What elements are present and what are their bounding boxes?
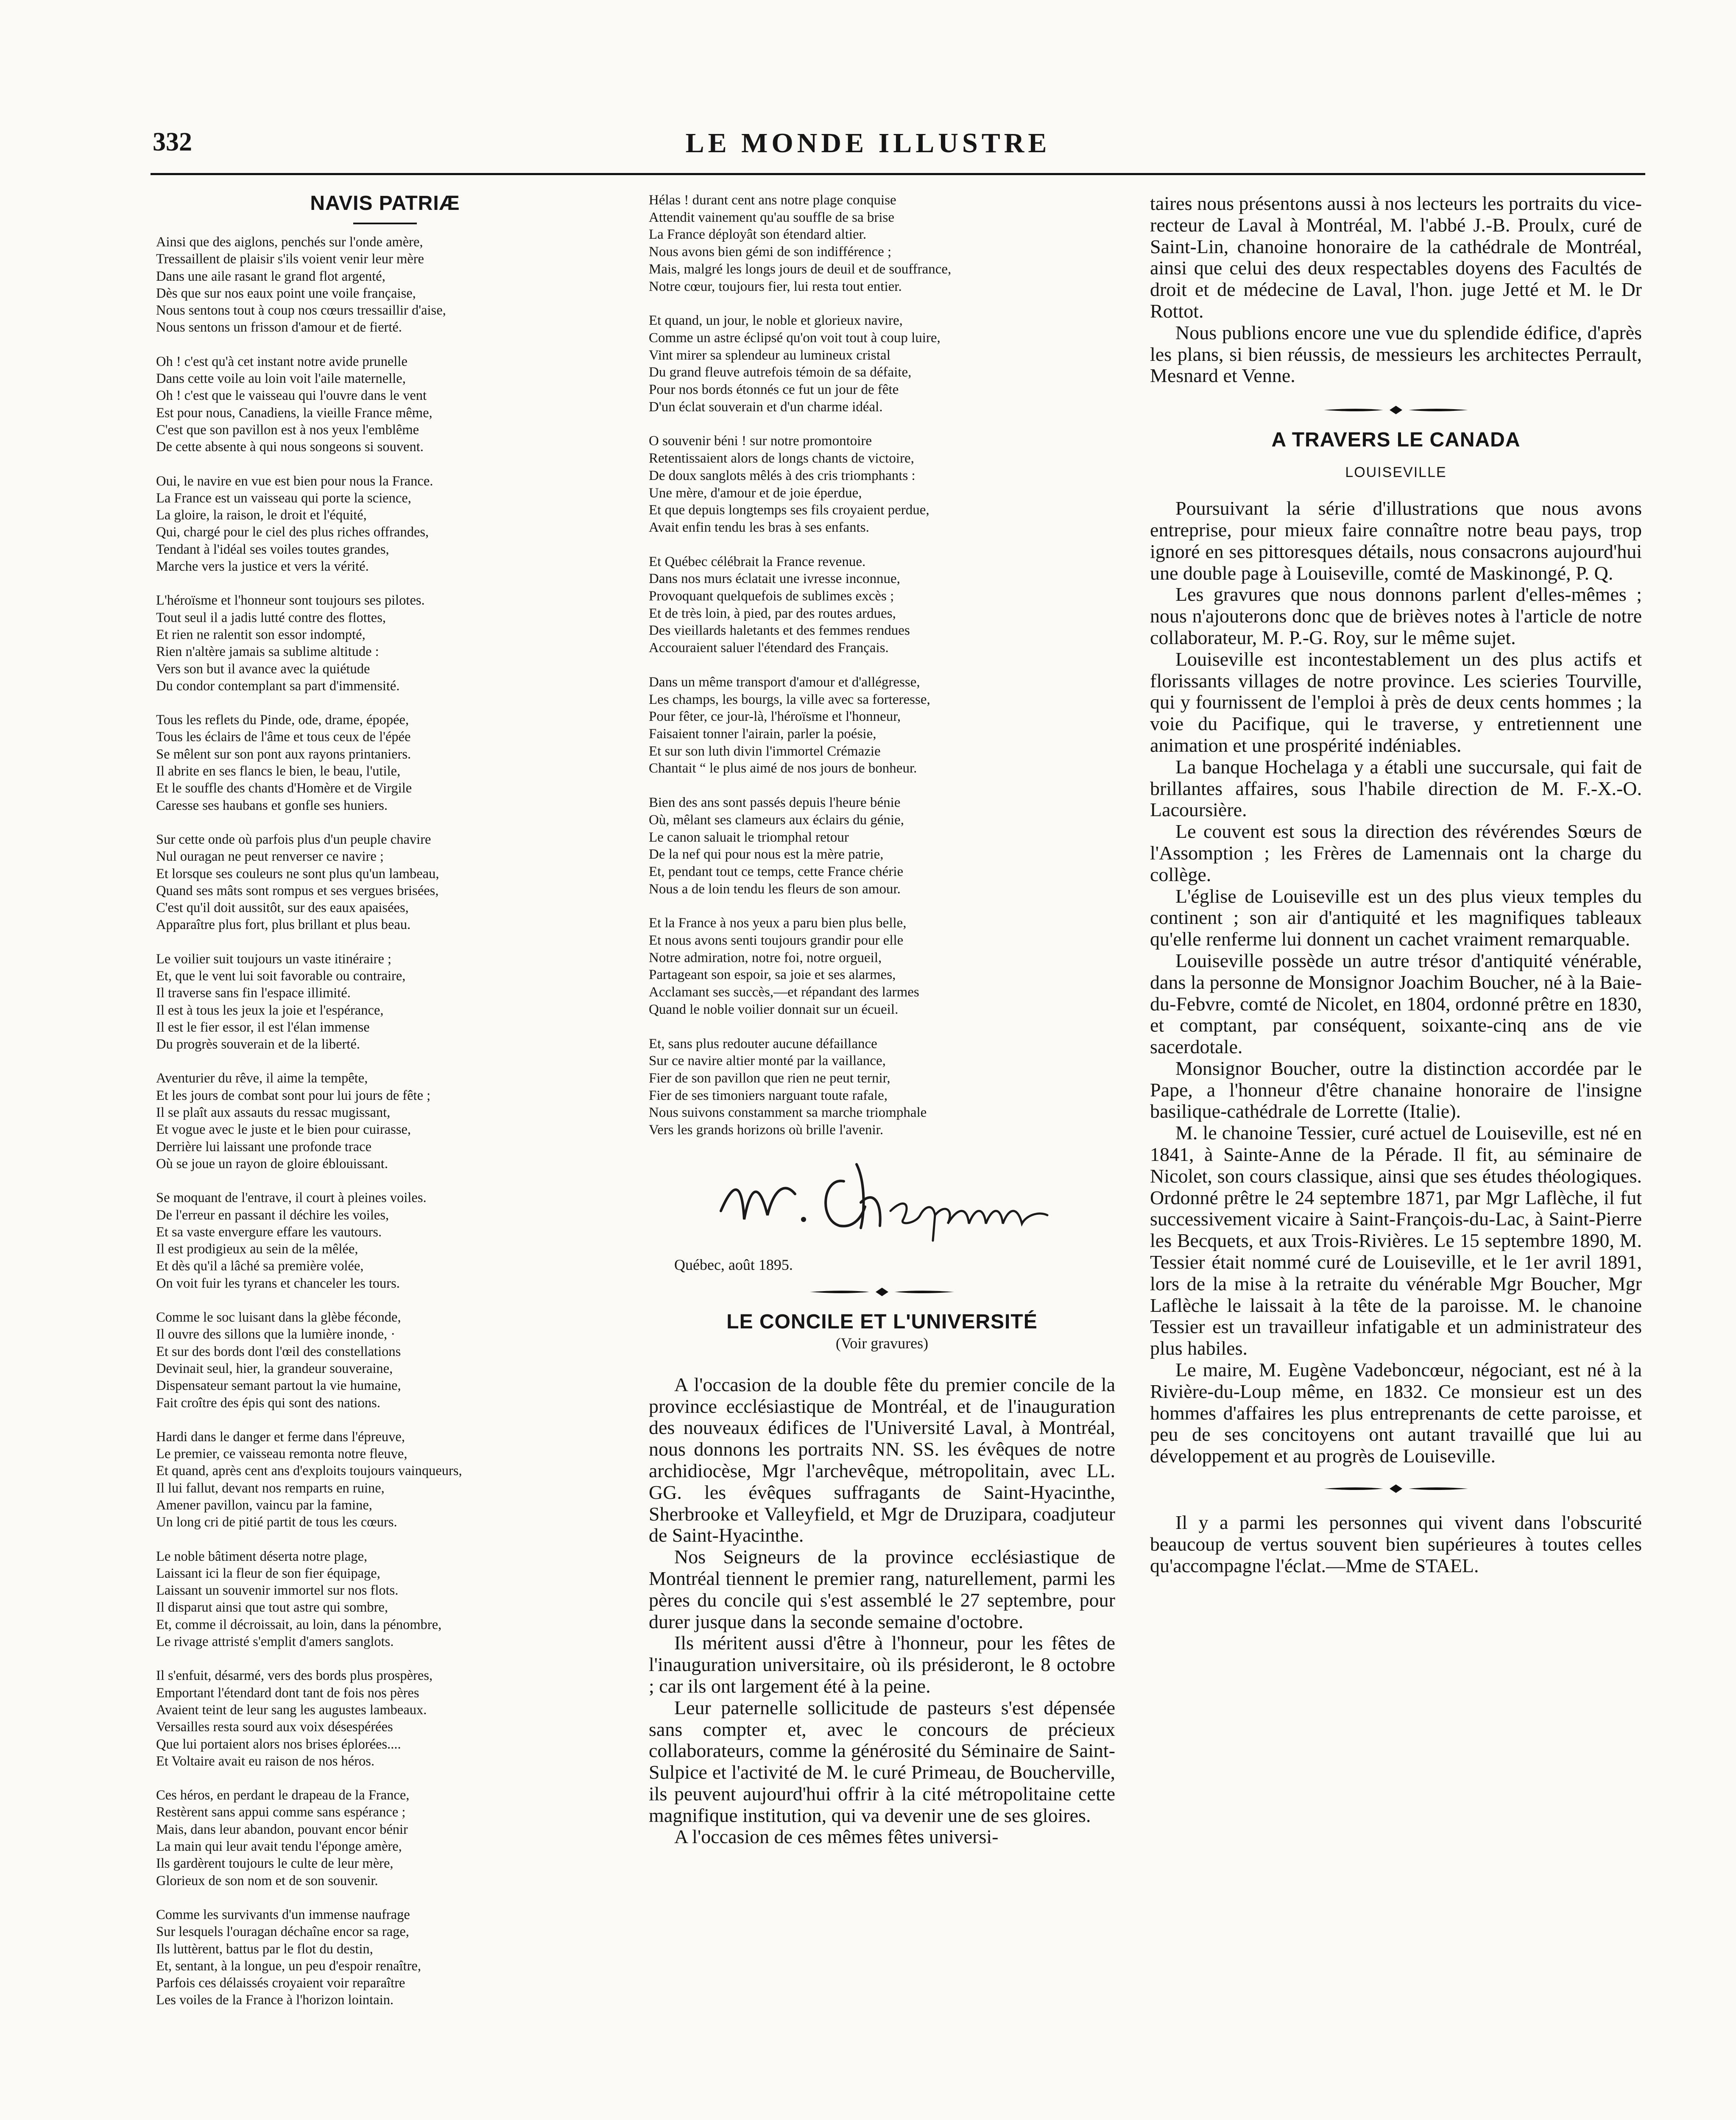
column-2 bbox=[649, 192, 1115, 1848]
verse-line: La France est un vaisseau qui porte la science, bbox=[156, 490, 411, 506]
verse-line: Un long cri de pitié partit de tous les cœurs. bbox=[156, 1515, 397, 1530]
stanza bbox=[156, 1787, 614, 1889]
paragraph: La banque Hochelaga y a établi une succursale, qui fait de brillantes affaires, sous l'habile direction de M. F.-X.-O. Lacoursière. bbox=[1150, 756, 1642, 821]
verse-line: Et Québec célébrait la France revenue. bbox=[649, 554, 866, 569]
verse-line: Et Voltaire avait eu raison de nos héros. bbox=[156, 1753, 375, 1769]
verse-line: Comme le soc luisant dans la glèbe féconde, bbox=[156, 1310, 401, 1325]
verse-line: Et, pendant tout ce temps, cette France chérie bbox=[649, 864, 904, 879]
verse-line: Dans nos murs éclatait une ivresse inconnue, bbox=[649, 571, 900, 587]
title-rule bbox=[353, 223, 417, 224]
stanza bbox=[649, 553, 1115, 657]
paragraph: Monsignor Boucher, outre la distinction accordée par le Pape, a l'honneur d'être chanaine honoraire de l'insigne basilique-cathédrale de Lorrette (Italie). bbox=[1150, 1057, 1642, 1122]
verse-line: Bien des ans sont passés depuis l'heure bénie bbox=[649, 795, 901, 811]
paragraph: Les gravures que nous donnons parlent d'elles-mêmes ; nous n'ajouterons donc que de brièves notes à l'article de notre collaborateur, M. P.-G. Roy, sur le même sujet. bbox=[1150, 583, 1642, 648]
verse-line: Sur ce navire altier monté par la vaillance, bbox=[649, 1053, 886, 1069]
verse-line: Et, sentant, à la longue, un peu d'espoir renaître, bbox=[156, 1958, 421, 1974]
verse-line: Il lui fallut, devant nos remparts en ruine, bbox=[156, 1480, 385, 1496]
verse-line: Sur cette onde où parfois plus d'un peuple chavire bbox=[156, 831, 431, 847]
verse-line: Nous a de loin tendu les fleurs de son amour. bbox=[649, 881, 901, 897]
poem-dateline: Québec, août 1895. bbox=[674, 1256, 793, 1273]
verse-line: Avaient teint de leur sang les augustes lambeaux. bbox=[156, 1702, 427, 1718]
stanza bbox=[156, 1906, 614, 2009]
stanza bbox=[156, 1548, 614, 1651]
verse-line: Est pour nous, Canadiens, la vieille France même, bbox=[156, 405, 433, 421]
verse-line: Nous avons bien gémi de son indifférence ; bbox=[649, 244, 892, 260]
verse-line: De la nef qui pour nous est la mère patrie, bbox=[649, 847, 884, 862]
verse-line: Fier de son pavillon que rien ne peut ternir, bbox=[649, 1070, 890, 1086]
verse-line: Ces héros, en perdant le drapeau de la France, bbox=[156, 1788, 410, 1803]
verse-line: C'est que son pavillon est à nos yeux l'emblême bbox=[156, 422, 419, 438]
stanza bbox=[649, 192, 1115, 295]
verse-line: Aventurier du rêve, il aime la tempête, bbox=[156, 1071, 368, 1086]
verse-line: Nul ouragan ne peut renverser ce navire ; bbox=[156, 849, 384, 865]
verse-line: Quand ses mâts sont rompus et ses vergues brisées, bbox=[156, 883, 439, 898]
verse-line: Nous sentons un frisson d'amour et de fierté. bbox=[156, 320, 402, 335]
verse-line: Se mêlent sur son pont aux rayons printaniers. bbox=[156, 746, 411, 762]
verse-line: Des vieillards haletants et des femmes rendues bbox=[649, 623, 910, 639]
stanza bbox=[156, 711, 614, 814]
stanza bbox=[156, 951, 614, 1053]
verse-line: Et vogue avec le juste et le bien pour cuirasse, bbox=[156, 1122, 411, 1138]
paragraph: M. le chanoine Tessier, curé actuel de Louiseville, est né en 1841, à Sainte-Anne de la Pérade. Il fit, au séminaire de Nicolet, son cours classique, ainsi que ses études théologiques. Ordonné prêtre le 24 septembre 1871, par Mgr Laflèche, il fut successivement vicaire à Saint-François-du-Lac, à Saint-Pierre les Becquets, et aux Trois-Rivières. Le 15 septembre 1890, M. Tessier était nommé curé de Louiseville, et le 1er avril 1891, lors de la mise à la retraite du vénérable Mgr Boucher, Mgr Laflèche le laissait à la tête de la paroisse. M. le chanoine Tessier est un travailleur infatigable et un administrateur des plus habiles. bbox=[1150, 1122, 1642, 1359]
verse-line: Fait croître des épis qui sont des nations. bbox=[156, 1395, 380, 1411]
verse-line: Notre cœur, toujours fier, lui resta tout entier. bbox=[649, 279, 902, 294]
verse-line: Le premier, ce vaisseau remonta notre fleuve, bbox=[156, 1446, 407, 1462]
verse-line: Qui, chargé pour le ciel des plus riches offrandes, bbox=[156, 524, 429, 540]
page-number: 332 bbox=[153, 128, 192, 156]
verse-line: Et dès qu'il a lâché sa première volée, bbox=[156, 1258, 364, 1274]
verse-line: Et rien ne ralentit son essor indompté, bbox=[156, 627, 366, 642]
verse-line: Et le souffle des chants d'Homère et de Virgile bbox=[156, 781, 412, 796]
verse-line: Dans une aile rasant le grand flot argenté, bbox=[156, 268, 385, 284]
verse-line: Il ouvre des sillons que la lumière inonde, · bbox=[156, 1327, 396, 1342]
canada-place: LOUISEVILLE bbox=[1345, 464, 1447, 481]
verse-line: Et quand, après cent ans d'exploits toujours vainqueurs, bbox=[156, 1463, 462, 1479]
verse-line: Quand le noble voilier donnait sur un écueil. bbox=[649, 1001, 899, 1017]
concile-subtitle: (Voir gravures) bbox=[835, 1334, 929, 1352]
verse-line: Versailles resta sourd aux voix désespérées bbox=[156, 1719, 393, 1735]
verse-line: Où, mêlant ses clameurs aux éclairs du génie, bbox=[649, 812, 904, 828]
verse-line: Avait enfin tendu les bras à ses enfants. bbox=[649, 519, 869, 535]
verse-line: Pour fêter, ce jour-là, l'héroïsme et l'honneur, bbox=[649, 709, 901, 725]
verse-line: Ils gardèrent toujours le culte de leur mère, bbox=[156, 1856, 394, 1872]
verse-line: Dès que sur nos eaux point une voile française, bbox=[156, 285, 416, 301]
verse-line: Il est prodigieux au sein de la mêlée, bbox=[156, 1241, 358, 1257]
verse-line: La France déployât son étendard altier. bbox=[649, 227, 867, 243]
verse-line: Comme les survivants d'un immense naufrage bbox=[156, 1907, 410, 1922]
verse-line: On voit fuir les tyrans et chanceler les tours. bbox=[156, 1275, 400, 1291]
stanza bbox=[156, 831, 614, 934]
verse-line: De l'erreur en passant il déchire les voiles, bbox=[156, 1207, 389, 1223]
section-ornament bbox=[806, 1286, 958, 1298]
verse-line: Et sur son luth divin l'immortel Crémazie bbox=[649, 743, 881, 759]
verse-line: Pour nos bords étonnés ce fut un jour de fête bbox=[649, 382, 899, 398]
verse-line: Mais, dans leur abandon, pouvant encor bénir bbox=[156, 1822, 408, 1837]
verse-line: Vers les grands horizons où brille l'avenir. bbox=[649, 1122, 884, 1138]
verse-line: D'un éclat souverain et d'un charme idéal. bbox=[649, 399, 883, 415]
stanza bbox=[156, 1189, 614, 1292]
verse-line: Fier de ses timoniers narguant toute rafale, bbox=[649, 1088, 888, 1103]
verse-line: Rien n'altère jamais sa sublime altitude : bbox=[156, 644, 379, 660]
verse-line: Il traverse sans fin l'espace illimité. bbox=[156, 985, 351, 1001]
concile-article-continued bbox=[1150, 193, 1642, 387]
verse-line: Nous sentons tout à coup nos cœurs tressaillir d'aise, bbox=[156, 303, 446, 318]
paragraph: Le couvent est sous la direction des révérendes Sœurs de l'Assomption ; les Frères de Lamennais ont la charge du collège. bbox=[1150, 820, 1642, 885]
verse-line: Le voilier suit toujours un vaste itinéraire ; bbox=[156, 951, 392, 967]
poem-stanzas-continued bbox=[649, 192, 1115, 1139]
signature-image bbox=[704, 1156, 1060, 1249]
verse-line: Et, que le vent lui soit favorable ou contraire, bbox=[156, 968, 406, 984]
verse-line: Parfois ces délaissés croyaient voir reparaître bbox=[156, 1975, 405, 1991]
verse-line: Du condor contemplant sa part d'immensité. bbox=[156, 678, 400, 694]
verse-line: C'est qu'il doit aussitôt, sur des eaux apaisées, bbox=[156, 900, 409, 916]
verse-line: Et, sans plus redouter aucune défaillance bbox=[649, 1036, 877, 1052]
verse-line: Tout seul il a jadis lutté contre des flottes, bbox=[156, 610, 386, 625]
canada-title: A TRAVERS LE CANADA bbox=[1271, 429, 1521, 452]
verse-line: Derrière lui laissant une profonde trace bbox=[156, 1139, 372, 1155]
canada-article bbox=[1150, 498, 1642, 1467]
verse-line: Acclamant ses succès,—et répandant des larmes bbox=[649, 985, 919, 1000]
verse-line: Amener pavillon, vaincu par la famine, bbox=[156, 1498, 372, 1513]
paragraph: A l'occasion de la double fête du premier concile de la province ecclésiastique de Montréal, et de l'inauguration des nouveaux édifices de l'Université Laval, à Montréal, nous donnons les portraits NN. SS. les évêques de notre archidiocèse, Mgr l'archevêque, métropolitain, avec LL. GG. les évêques suffragants de Saint-Hyacinthe, Sherbrooke et Valleyfield, et Mgr de Druzipara, coadjuteur de Saint-Hyacinthe. bbox=[649, 1373, 1115, 1546]
verse-line: Faisaient tonner l'airain, parler la poésie, bbox=[649, 726, 876, 742]
verse-line: Et nous avons senti toujours grandir pour elle bbox=[649, 933, 904, 948]
verse-line: Il est le fier essor, il est l'élan immense bbox=[156, 1019, 370, 1035]
verse-line: Partageant son espoir, sa joie et ses alarmes, bbox=[649, 967, 896, 983]
verse-line: Et, comme il décroissait, au loin, dans la pénombre, bbox=[156, 1617, 442, 1632]
verse-line: Du progrès souverain et de la liberté. bbox=[156, 1037, 360, 1052]
verse-line: Et quand, un jour, le noble et glorieux navire, bbox=[649, 313, 903, 329]
verse-line: Les voiles de la France à l'horizon lointain. bbox=[156, 1992, 394, 2008]
verse-line: Où se joue un rayon de gloire éblouissant. bbox=[156, 1156, 388, 1172]
verse-line: Et lorsque ses couleurs ne sont plus qu'un lambeau, bbox=[156, 866, 439, 881]
verse-line: Chantait “ le plus aimé de nos jours de bonheur. bbox=[649, 761, 917, 776]
verse-line: Que lui portaient alors nos brises éplorées.... bbox=[156, 1736, 401, 1752]
verse-line: Notre admiration, notre foi, notre orgueil, bbox=[649, 950, 882, 965]
verse-line: Oui, le navire en vue est bien pour nous la France. bbox=[156, 473, 433, 489]
verse-line: Accouraient saluer l'étendard des Français. bbox=[649, 640, 889, 656]
verse-line: Vint mirer sa splendeur au lumineux cristal bbox=[649, 347, 890, 363]
verse-line: Attendit vainement qu'au souffle de sa brise bbox=[649, 209, 895, 225]
poem-title: NAVIS PATRIÆ bbox=[310, 192, 460, 215]
verse-line: Dans cette voile au loin voit l'aile maternelle, bbox=[156, 371, 406, 387]
stanza bbox=[156, 1070, 614, 1172]
stanza bbox=[649, 915, 1115, 1018]
stanza bbox=[649, 312, 1115, 416]
verse-line: De cette absente à qui nous songeons si souvent. bbox=[156, 439, 424, 455]
verse-line: Et que depuis longtemps ses fils croyaient perdue, bbox=[649, 502, 929, 518]
concile-article bbox=[649, 1374, 1115, 1848]
verse-line: Et la France à nos yeux a paru bien plus belle, bbox=[649, 915, 907, 931]
verse-line: Il s'enfuit, désarmé, vers des bords plus prospères, bbox=[156, 1668, 433, 1684]
paragraph: Poursuivant la série d'illustrations que nous avons entreprise, pour mieux faire connaître notre beau pays, trop ignoré en ses pittoresques détails, nous consacrons aujourd'hui une double page à Louiseville, comté de Maskinongé, P. Q. bbox=[1150, 497, 1642, 584]
stanza bbox=[156, 473, 614, 575]
paragraph: Louiseville possède un autre trésor d'antiquité vénérable, dans la personne de Monsignor Joachim Boucher, né à la Baie-du-Febvre, comté de Nicolet, en 1804, ordonné prêtre en 1830, et comptant, par conséquent, soixante-cinq ans de vie sacerdotale. bbox=[1150, 949, 1642, 1058]
signature bbox=[649, 1156, 1115, 1253]
verse-line: Dans un même transport d'amour et d'allégresse, bbox=[649, 674, 920, 690]
verse-line: Le canon saluait le triomphal retour bbox=[649, 829, 849, 845]
concile-title: LE CONCILE ET L'UNIVERSITÉ bbox=[726, 1310, 1038, 1333]
verse-line: Hardi dans le danger et ferme dans l'épreuve, bbox=[156, 1429, 405, 1445]
verse-line: La gloire, la raison, le droit et l'équité, bbox=[156, 508, 367, 523]
quote-paragraph: Il y a parmi les personnes qui vivent dans l'obscurité beaucoup de vertus souvent bien supérieures à toutes celles qu'accompagne l'éclat.—Mme de STAEL. bbox=[1150, 1512, 1642, 1576]
paragraph: L'église de Louiseville est un des plus vieux temples du continent ; son air d'antiquité et les magnifiques tableaux qu'elle renferme lui donnent un cachet vraiment remarquable. bbox=[1150, 885, 1642, 950]
verse-line: Apparaître plus fort, plus brillant et plus beau. bbox=[156, 917, 411, 933]
stanza bbox=[156, 1667, 614, 1770]
verse-line: Provoquant quelquefois de sublimes excès ; bbox=[649, 589, 894, 604]
verse-line: Retentissaient alors de longs chants de victoire, bbox=[649, 451, 914, 466]
paragraph: taires nous présentons aussi à nos lecteurs les portraits du vice-recteur de Laval à Montréal, M. l'abbé J.-B. Proulx, curé de Saint-Lin, chanoine honoraire de la cathédrale de Montréal, ainsi que celui des deux respectables doyens des Facultés de droit et de médecine de Laval, l'hon. juge Jetté et M. le Dr Rottot. bbox=[1150, 192, 1642, 322]
stanza bbox=[156, 592, 614, 695]
verse-line: Oh ! c'est que le vaisseau qui l'ouvre dans le vent bbox=[156, 388, 427, 404]
poem-stanzas bbox=[156, 234, 614, 2009]
verse-line: Tendant à l'idéal ses voiles toutes grandes, bbox=[156, 541, 389, 557]
stanza bbox=[649, 794, 1115, 898]
verse-line: Tous les éclairs de l'âme et tous ceux de l'épée bbox=[156, 729, 411, 745]
paragraph: Louiseville est incontestablement un des plus actifs et florissants villages de notre province. Les scieries Tourville, qui y fournissent de l'emploi à près de deux cents hommes ; la voie du Pacifique, qui le traverse, y entretiennent une animation et une prospérité indéniables. bbox=[1150, 648, 1642, 756]
verse-line: Glorieux de son nom et de son souvenir. bbox=[156, 1873, 378, 1888]
verse-line: Tressaillent de plaisir s'ils voient venir leur mère bbox=[156, 251, 424, 267]
verse-line: Restèrent sans appui comme sans espérance ; bbox=[156, 1805, 406, 1820]
stanza bbox=[156, 1309, 614, 1411]
verse-line: De doux sanglots mêlés à des cris triomphants : bbox=[649, 468, 915, 483]
verse-line: Et sur des bords dont l'œil des constellations bbox=[156, 1344, 401, 1359]
verse-line: Et les jours de combat sont pour lui jours de fête ; bbox=[156, 1088, 431, 1103]
verse-line: Ils luttèrent, battus par le flot du destin, bbox=[156, 1941, 373, 1957]
verse-line: Dispensateur semant partout la vie humaine, bbox=[156, 1378, 401, 1394]
section-ornament bbox=[1320, 404, 1472, 416]
paragraph: Le maire, M. Eugène Vadeboncœur, négociant, est né à la Rivière-du-Loup même, en 1832. Ce monsieur est un des hommes d'affaires les plus entreprenants de cette paroisse, et peu de ses concitoyens ont autant travaillé que lui au développement et au progrès de Louiseville. bbox=[1150, 1359, 1642, 1467]
stanza bbox=[156, 234, 614, 336]
verse-line: Et sa vaste envergure effare les vautours. bbox=[156, 1224, 382, 1240]
verse-line: La main qui leur avait tendu l'éponge amère, bbox=[156, 1839, 402, 1855]
verse-line: Vers son but il avance avec la quiétude bbox=[156, 661, 370, 677]
stanza bbox=[156, 1428, 614, 1531]
running-title: LE MONDE ILLUSTRE bbox=[685, 128, 1051, 159]
section-ornament bbox=[1320, 1482, 1472, 1495]
verse-line: Le rivage attristé s'emplit d'amers sanglots. bbox=[156, 1634, 394, 1650]
verse-line: Oh ! c'est qu'à cet instant notre avide prunelle bbox=[156, 354, 407, 369]
verse-line: Il disparut ainsi que tout astre qui sombre, bbox=[156, 1600, 388, 1615]
paragraph: A l'occasion de ces mêmes fêtes universi- bbox=[674, 1826, 999, 1848]
verse-line: Laissant ici la fleur de son fier équipage, bbox=[156, 1565, 380, 1581]
verse-line: Le noble bâtiment déserta notre plage, bbox=[156, 1548, 368, 1564]
verse-line: Caresse ses haubans et gonfle ses huniers. bbox=[156, 798, 388, 813]
verse-line: Sur lesquels l'ouragan déchaîne encor sa rage, bbox=[156, 1924, 409, 1940]
paragraph: Ils méritent aussi d'être à l'honneur, pour les fêtes de l'inauguration universitaire, où ils présideront, le 8 octobre ; car ils ont largement été à la peine. bbox=[649, 1632, 1115, 1697]
paragraph: Nos Seigneurs de la province ecclésiastique de Montréal tiennent le premier rang, naturellement, parmi les pères du concile qui s'est assemblé le 27 septembre, pour durer jusque dans la seconde semaine d'octobre. bbox=[649, 1546, 1115, 1632]
verse-line: L'héroïsme et l'honneur sont toujours ses pilotes. bbox=[156, 593, 425, 608]
paragraph: Leur paternelle sollicitude de pasteurs s'est dépensée sans compter et, avec le concours de précieux collaborateurs, comme la générosité du Séminaire de Saint-Sulpice et l'activité de M. le curé Primeau, de Boucherville, ils peuvent aujourd'hui offrir à la cité métropolitaine cette magnifique institution, qui va devenir une de ses gloires. bbox=[649, 1696, 1115, 1826]
header-rule bbox=[151, 173, 1645, 175]
verse-line: O souvenir béni ! sur notre promontoire bbox=[649, 433, 872, 449]
verse-line: Emportant l'étendard dont tant de fois nos pères bbox=[156, 1685, 419, 1701]
paragraph: Nous publions encore une vue du splendide édifice, d'après les plans, si bien réussis, de messieurs les architectes Perrault, Mesnard et Venne. bbox=[1150, 321, 1642, 387]
column-1 bbox=[156, 192, 614, 2026]
stanza bbox=[649, 674, 1115, 777]
verse-line: Du grand fleuve autrefois témoin de sa défaite, bbox=[649, 365, 912, 380]
verse-line: Tous les reflets du Pinde, ode, drame, épopée, bbox=[156, 712, 409, 728]
verse-line: Nous suivons constamment sa marche triomphale bbox=[649, 1105, 927, 1121]
verse-line: Il est à tous les jeux la joie et l'espérance, bbox=[156, 1002, 384, 1018]
stanza bbox=[156, 353, 614, 456]
verse-line: Et de très loin, à pied, par des routes ardues, bbox=[649, 605, 896, 621]
verse-line: Il se plaît aux assauts du ressac mugissant, bbox=[156, 1105, 391, 1121]
verse-line: Les champs, les bourgs, la ville avec sa forteresse, bbox=[649, 692, 930, 707]
verse-line: Hélas ! durant cent ans notre plage conquise bbox=[649, 192, 896, 208]
stanza bbox=[649, 432, 1115, 536]
verse-line: Mais, malgré les longs jours de deuil et de souffrance, bbox=[649, 261, 952, 277]
stanza bbox=[649, 1035, 1115, 1139]
closing-quote bbox=[1150, 1512, 1642, 1576]
verse-line: Comme un astre éclipsé qu'on voit tout à coup luire, bbox=[649, 330, 941, 346]
verse-line: Devinait seul, hier, la grandeur souveraine, bbox=[156, 1361, 393, 1376]
verse-line: Il abrite en ses flancs le bien, le beau, l'utile, bbox=[156, 764, 401, 779]
column-3 bbox=[1150, 193, 1642, 1576]
verse-line: Une mère, d'amour et de joie éperdue, bbox=[649, 485, 862, 501]
verse-line: Se moquant de l'entrave, il court à pleines voiles. bbox=[156, 1190, 427, 1206]
verse-line: Laissant un souvenir immortel sur nos flots. bbox=[156, 1583, 399, 1598]
verse-line: Ainsi que des aiglons, penchés sur l'onde amère, bbox=[156, 234, 423, 250]
verse-line: Marche vers la justice et vers la vérité. bbox=[156, 559, 369, 575]
